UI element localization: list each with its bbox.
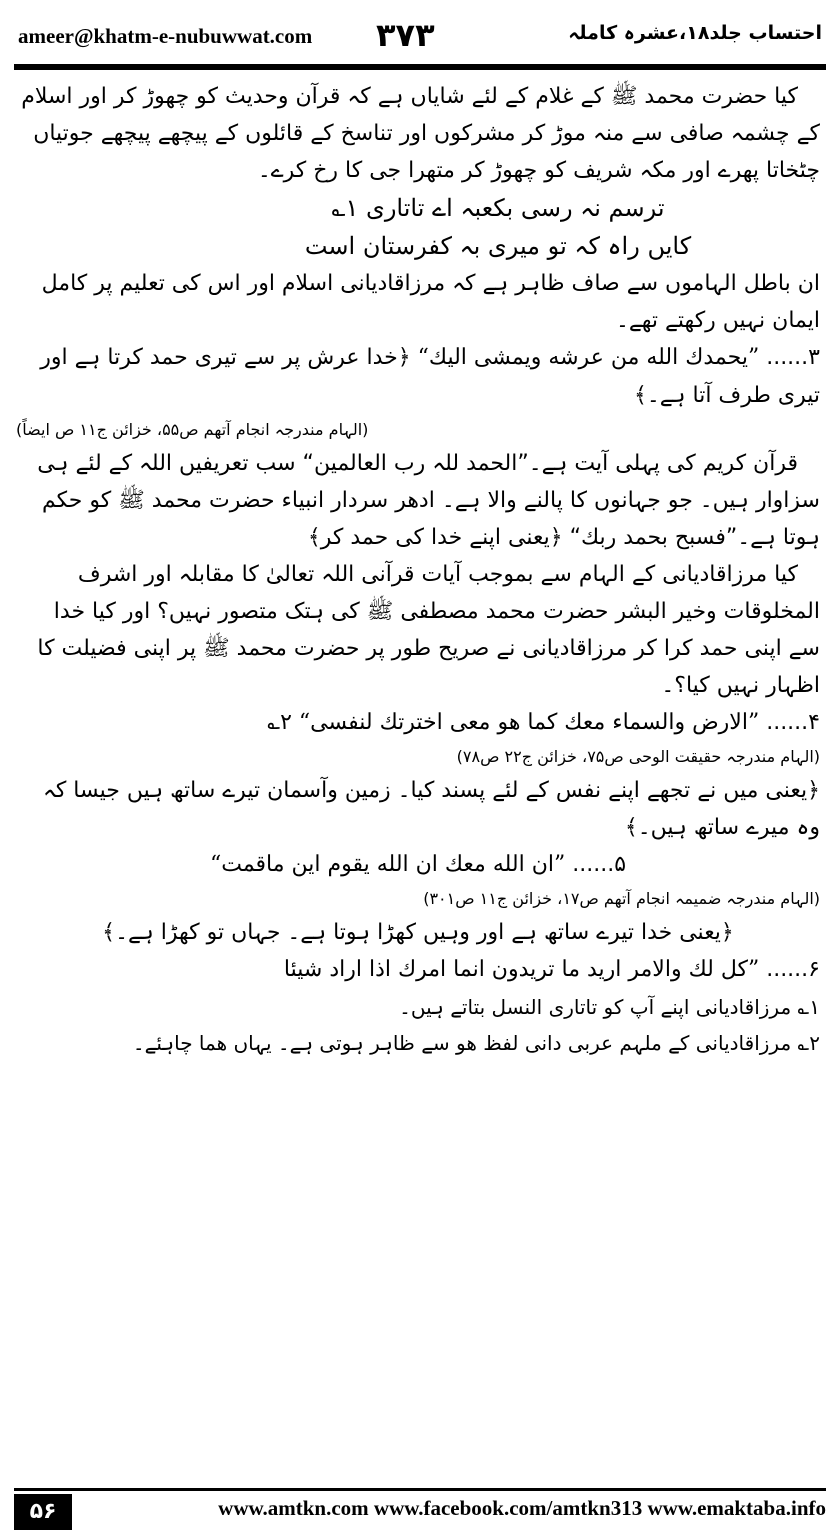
header-email: ameer@khatm-e-nubuwwat.com [18,24,313,48]
item-3-reference: (الہام مندرجہ انجام آتھم ص۵۵، خزائن ج۱۱ ص ایضاً) [16,420,369,439]
page-header [18,14,822,58]
footer-rule [14,1488,826,1491]
item-5-reference: (الہام مندرجہ ضمیمہ انجام آتھم ص۱۷، خزائن ج۱۱ ص۳۰۱) [423,889,820,908]
paragraph-4: کیا مرزاقادیانی کے الہام سے بموجب آیات قرآنی اللہ تعالیٰ کا مقابلہ اور اشرف المخلوقات وخیر البشر حضرت محمد مصطفی ﷺ کی ہتک متصور نہیں؟ اور کیا خدا سے اپنی حمد کرا کر مرزاقادیانی نے صریح طور پر حضرت محمد ﷺ پر اپنی فضیلت کا اظہار نہیں کیا؟۔ [37,562,820,698]
item-5-translation: ﴿یعنی خدا تیرے ساتھ ہے اور وہیں کھڑا ہوتا ہے۔ جہاں تو کھڑا ہے۔﴾ [102,920,734,945]
item-6-number: ۶...... [766,957,820,982]
paragraph-3: قرآن کریم کی پہلی آیت ہے۔”الحمد للہ رب العالمین“ سب تعریفیں اللہ کے لئے ہی سزاوار ہیں۔ جو جہانوں کا پالنے والا ہے۔ ادھر سردار انبیاء حضرت محمد ﷺ کو حکم ہوتا ہے۔”فسبح بحمد ربك“ ﴿یعنی اپنے خدا کی حمد کر﴾ [37,451,820,550]
item-3-number: ۳...... [766,345,820,370]
item-5-number: ۵...... [572,852,627,877]
header-page-number: ۳۷۳ [376,16,435,54]
item-6 [16,951,820,989]
footnote-2: ۲؎ مرزاقادیانی کے ملہم عربی دانی لفظ ھو سے ظاہر ہوتی ہے۔ یہاں ھما چاہئے۔ [132,1031,820,1055]
item-6-quote: ”كل لك والامر ارید ما تریدون انما امرك اذا اراد شیئا [283,957,760,982]
footnote-1: ۱؎ مرزاقادیانی اپنے آپ کو تاتاری النسل بتاتے ہیں۔ [399,995,820,1019]
item-5 [16,846,820,884]
header-book-title: احتساب جلد۱۸،عشرہ کاملہ [568,22,822,44]
item-3 [16,339,820,415]
item-3-translation: ﴿خدا عرش پر سے تیری حمد کرتا ہے اور تیری طرف آتا ہے۔﴾ [40,345,820,408]
page-body [16,78,820,1061]
item-4 [16,704,820,742]
header-rule [14,64,826,70]
persian-verse-2: کایں راہ کہ تو میری بہ کفرستان است [304,232,692,260]
paragraph-1: کیا حضرت محمد ﷺ کے غلام کے لئے شایاں ہے کہ قرآن وحدیث کو چھوڑ کر اور اسلام کے چشمہ صافی سے منہ موڑ کر مشرکوں اور تناسخ کے قائلوں کے پیچھے پیچھے جوتیاں چٹخاتا پھرے اور مکہ شریف کو چھوڑ کر متھرا جی کا رخ کرے۔ [21,84,820,183]
item-4-number: ۴...... [766,710,820,735]
footer-website-links: www.amtkn.com www.facebook.com/amtkn313 www.emaktaba.info [218,1496,826,1520]
item-3-quote: ”یحمدك الله من عرشه ویمشی الیك“ [417,345,760,370]
item-4-quote: ”الارض والسماء معك كما هو معی اخترتك لنفسی“ ۲؎ [267,710,760,735]
footer-page-number: ۵۶ [14,1494,72,1530]
paragraph-2: ان باطل الہاموں سے صاف ظاہر ہے کہ مرزاقادیانی اسلام اور اس کی تعلیم پر کامل ایمان نہیں رکھتے تھے۔ [41,271,820,333]
item-4-reference: (الہام مندرجہ حقیقت الوحی ص۷۵، خزائن ج۲۲ ص۷۸) [456,747,820,766]
persian-verse-1: ترسم نہ رسی بکعبہ اے تاتاری ۱؎ [331,194,665,222]
item-5-quote: ”ان الله معك ان الله یقوم این ماقمت“ [209,852,566,877]
item-4-translation: ﴿یعنی میں نے تجھے اپنے نفس کے لئے پسند کیا۔ زمین وآسمان تیرے ساتھ ہیں جیسا کہ وہ میرے ساتھ ہیں۔﴾ [42,778,820,840]
